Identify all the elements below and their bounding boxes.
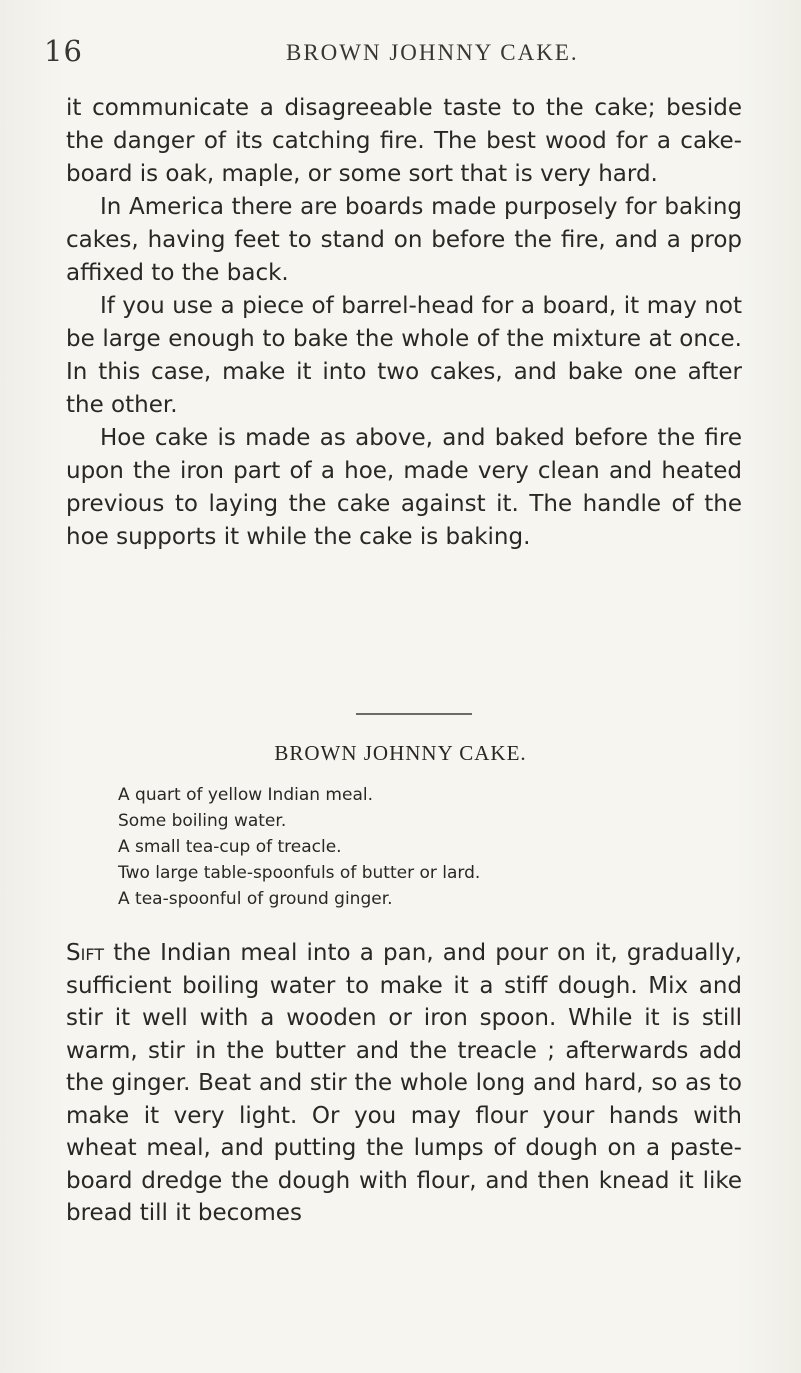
ingredient-list <box>118 782 480 912</box>
method-lead-word: Sift <box>66 940 105 966</box>
running-head <box>0 34 801 74</box>
paragraph-barrel-head: If you use a piece of barrel-head for a board, it may not be large enough to bake the whole of the mixture at once. In this case, make it into two cakes, and bake one after the other. <box>66 293 742 418</box>
ingredient-item: Two large table-spoonfuls of butter or lard. <box>118 863 481 883</box>
ingredient-item: Some boiling water. <box>118 811 287 831</box>
running-head-title: BROWN JOHNNY CAKE. <box>286 40 579 65</box>
paragraph-cake-board: it communicate a disagreeable taste to the cake; beside the danger of its catching fire. The best wood for a cake-board is oak, maple, or some sort that is very hard. <box>66 95 742 187</box>
section-divider <box>356 713 472 715</box>
ingredient-item: A quart of yellow Indian meal. <box>118 785 373 805</box>
page-number: 16 <box>44 34 83 68</box>
recipe-title: BROWN JOHNNY CAKE. <box>274 741 527 765</box>
body-text <box>66 92 742 554</box>
method-text: the Indian meal into a pan, and pour on it, gradually, sufficient boiling water to make it a stiff dough. Mix and stir it well with a wooden or iron spoon. While it is still warm, stir in the butter and the treacle ; afterwards add the ginger. Beat and stir the whole long and hard, so as to make it very light. Or you may flour your hands with wheat meal, and putting the lumps of dough on a paste-board dredge the dough with flour, and then knead it like bread till it becomes <box>66 940 742 1226</box>
ingredient-item: A tea-spoonful of ground ginger. <box>118 889 393 909</box>
paragraph-america-boards: In America there are boards made purposely for baking cakes, having feet to stand on before the fire, and a prop affixed to the back. <box>66 194 742 286</box>
ingredient-item: A small tea-cup of treacle. <box>118 837 342 857</box>
paragraph-hoe-cake: Hoe cake is made as above, and baked before the fire upon the iron part of a hoe, made very clean and heated previous to laying the cake against it. The handle of the hoe supports it while the cake is baking. <box>66 425 742 550</box>
recipe-method <box>66 937 742 1230</box>
